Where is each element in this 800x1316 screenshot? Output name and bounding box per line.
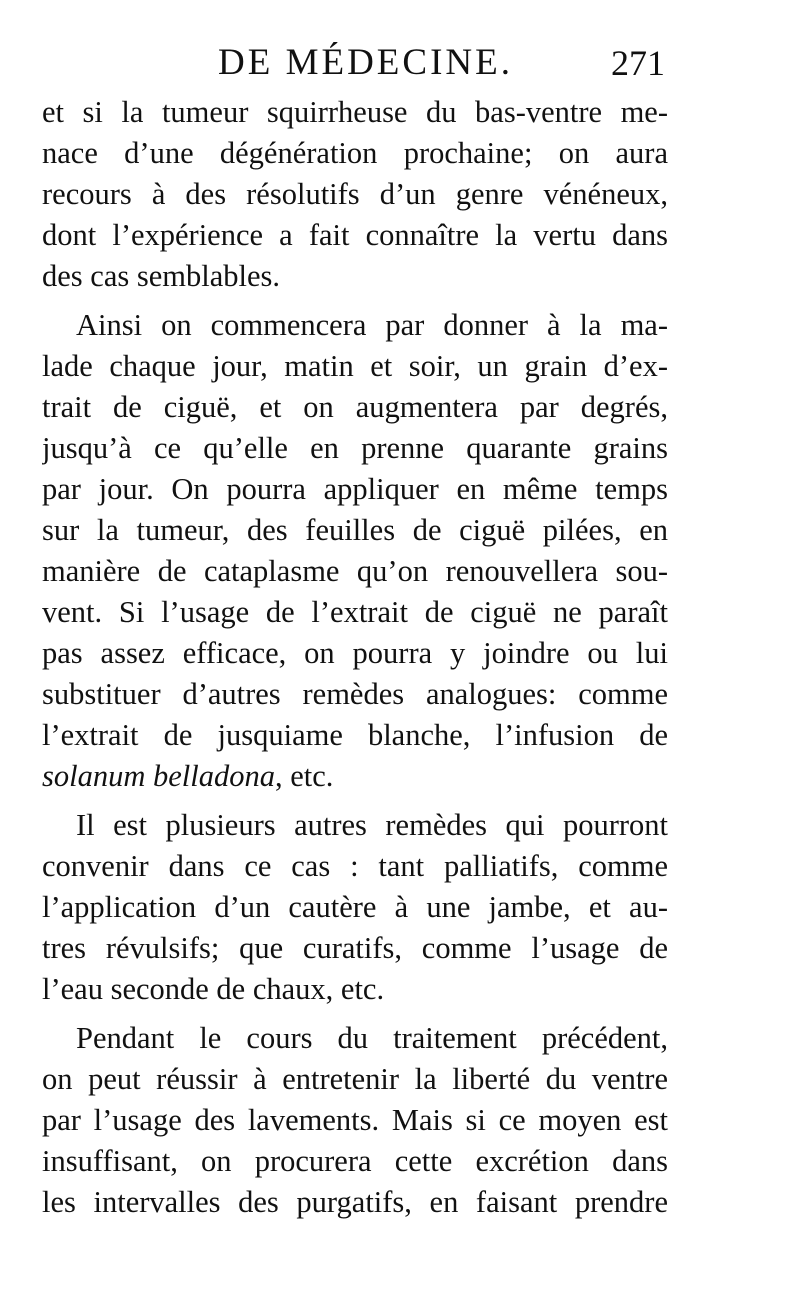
text-line: par jour. On pourra appliquer en même temps (42, 472, 668, 506)
text-line: substituer d’autres remèdes analogues: comme (42, 677, 668, 711)
text-line: Pendant le cours du traitement précédent, (76, 1021, 668, 1055)
running-title: DE MÉDECINE. (218, 42, 513, 83)
text-line: Ainsi on commencera par donner à la ma- (76, 308, 668, 342)
text-line: nace d’une dégénération prochaine; on aura (42, 136, 668, 170)
text-line: l’extrait de jusquiame blanche, l’infusion de (42, 718, 668, 752)
text-line: insuffisant, on procurera cette excrétion dans (42, 1144, 668, 1178)
text-line: des cas semblables. (42, 259, 280, 293)
text-line: l’eau seconde de chaux, etc. (42, 972, 385, 1006)
text-line: jusqu’à ce qu’elle en prenne quarante grains (42, 431, 668, 465)
text-line: les intervalles des purgatifs, en faisant prendre (42, 1185, 668, 1219)
text-line: dont l’expérience a fait connaître la vertu dans (42, 218, 668, 252)
text-line: convenir dans ce cas : tant palliatifs, comme (42, 849, 668, 883)
paragraph (42, 1018, 668, 1223)
paragraph (42, 92, 668, 297)
text-fragment: , etc. (274, 759, 334, 793)
text-line: sur la tumeur, des feuilles de ciguë pilées, en (42, 513, 668, 547)
text-line (42, 756, 668, 797)
page-number: 271 (611, 43, 665, 83)
text-line: trait de ciguë, et on augmentera par degrés, (42, 390, 668, 424)
text-line: l’application d’un cautère à une jambe, et au- (42, 890, 668, 924)
paragraph (42, 805, 668, 1010)
text-line: et si la tumeur squirrheuse du bas-ventre me- (42, 95, 668, 129)
running-head (40, 38, 665, 88)
text-line: par l’usage des lavements. Mais si ce moyen est (42, 1103, 668, 1137)
text-line: tres révulsifs; que curatifs, comme l’usage de (42, 931, 668, 965)
text-line: manière de cataplasme qu’on renouvellera sou- (42, 554, 668, 588)
text-line: recours à des résolutifs d’un genre vénéneux, (42, 177, 668, 211)
paragraph (42, 305, 668, 797)
text-line: on peut réussir à entretenir la liberté du ventre (42, 1062, 668, 1096)
text-line: Il est plusieurs autres remèdes qui pourront (76, 808, 668, 842)
body-text (42, 92, 668, 1223)
italic-term: solanum belladona (42, 759, 275, 793)
text-line: vent. Si l’usage de l’extrait de ciguë ne paraît (42, 595, 668, 629)
text-line: lade chaque jour, matin et soir, un grain d’ex- (42, 349, 668, 383)
text-line: pas assez efficace, on pourra y joindre ou lui (42, 636, 668, 670)
